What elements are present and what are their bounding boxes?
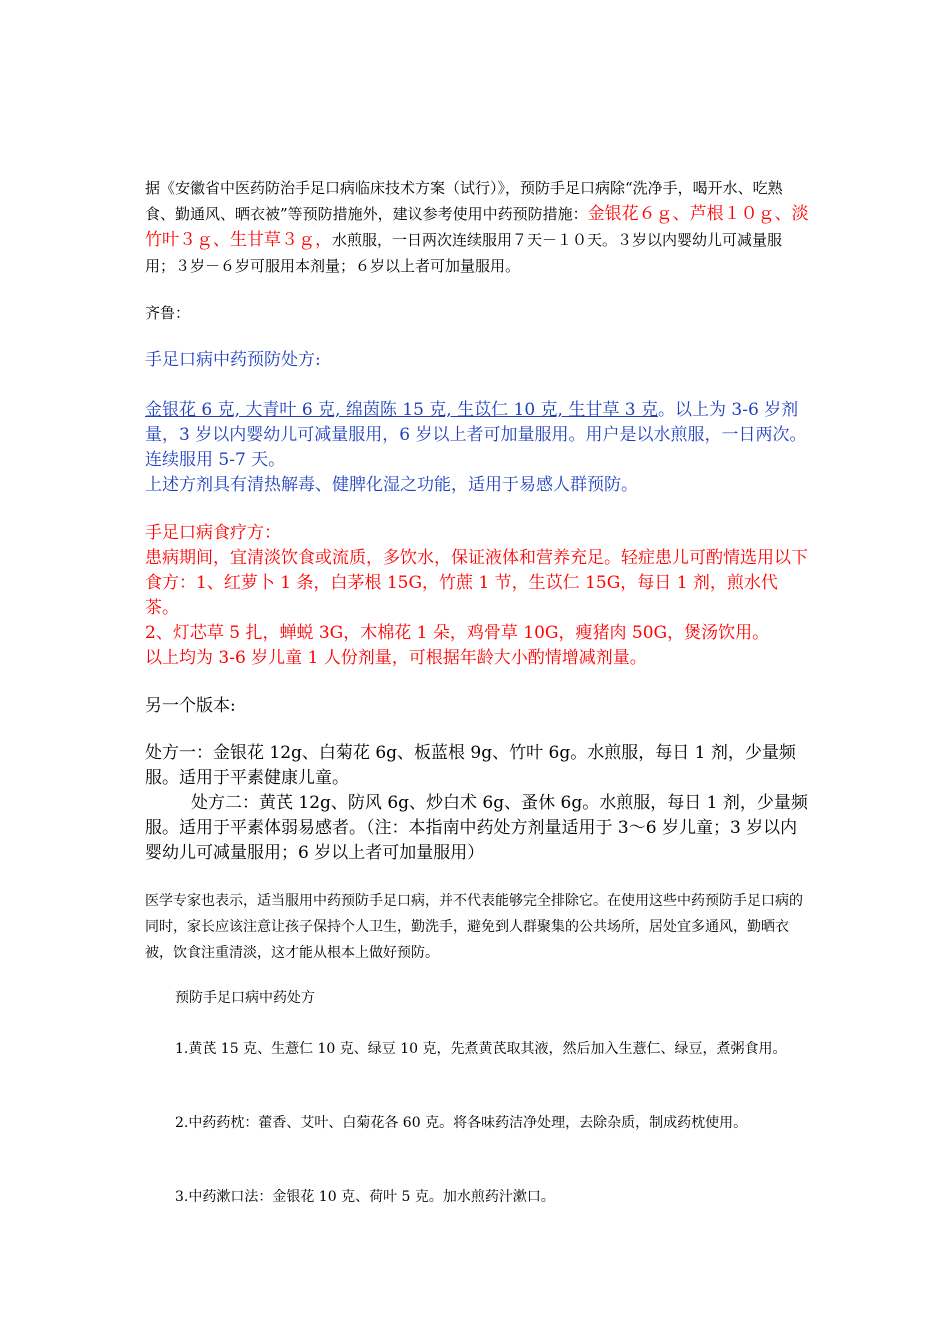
prevent-item-2: 2.中药药枕：藿香、艾叶、白菊花各 60 克。将各味药洁净处理，去除杂质，制成药枕使用。 <box>175 1115 748 1131</box>
expert-paragraph: 医学专家也表示，适当服用中药预防手足口病，并不代表能够完全排除它。在使用这些中药预防手足口病的同时，家长应该注意让孩子保持个人卫生，勤洗手，避免到人群聚集的公共场所，居处宜多通风，勤晒衣被，饮食注重清淡，这才能从根本上做好预防。 <box>145 893 803 961</box>
prescription-two: 处方二：黄芪 12g、防风 6g、炒白术 6g、蚤休 6g。水煎服，每日 1 剂，少量频服。适用于平素体弱易感者。（注：本指南中药处方剂量适用于 3～6 岁儿童；3 岁以内婴幼儿可减量服用；6 岁以上者可加量服用） <box>145 793 808 863</box>
intro-red-dosage: 金银花６ｇ、芦根１０ｇ、淡竹叶３ｇ、生甘草３ｇ， <box>145 204 809 250</box>
blue-prescription-underlined: 金银花 6 克, 大青叶 6 克, 绵茵陈 15 克, 生苡仁 10 克, 生甘草 3 克 <box>145 400 658 420</box>
prevent-item-3: 3.中药漱口法：金银花 10 克、荷叶 5 克。加水煎药汁漱口。 <box>175 1189 555 1205</box>
prescription-one: 处方一：金银花 12g、白菊花 6g、板蓝根 9g、竹叶 6g。水煎服，每日 1 剂，少量频服。适用于平素健康儿童。 <box>145 743 796 788</box>
blue-prescription-paragraph <box>145 398 810 498</box>
blue-section-title: 手足口病中药预防处方: <box>145 350 321 370</box>
intro-text-end: 水煎服，一日两次连续服用７天－１０天。３岁以内婴幼儿可减量服用；３岁－６岁可服用本剂量；６岁以上者可加量服用。 <box>145 231 783 275</box>
diet-paragraph-2: 2、灯芯草 5 扎，蝉蜕 3G，木棉花 1 朵，鸡骨草 10G，瘦猪肉 50G，煲汤饮用。 <box>145 623 770 643</box>
diet-paragraph-1: 患病期间，宜清淡饮食或流质，多饮水，保证液体和营养充足。轻症患儿可酌情选用以下食方：1、红萝卜 1 条，白茅根 15G，竹蔗 1 节，生苡仁 15G，每日 1 剂，煎水代茶。 <box>145 548 808 618</box>
diet-section <box>145 521 810 671</box>
blue-prescription-rest: 。以上为 3-6 岁剂量，3 岁以内婴幼儿可减量服用，6 岁以上者可加量服用。用户是以水煎服，一日两次。连续服用 5-7 天。 <box>145 400 807 470</box>
diet-paragraph-3: 以上均为 3-6 岁儿童 1 人份剂量，可根据年龄大小酌情增减剂量。 <box>145 648 647 668</box>
diet-section-title: 手足口病食疗方： <box>145 523 281 543</box>
version-title: 另一个版本: <box>145 696 236 716</box>
version-prescriptions <box>145 741 810 866</box>
intro-text: 据《安徽省中医药防治手足口病临床技术方案（试行）》，预防手足口病除“洗净手，喝开水、吃熟食、勤通风、晒衣被”等预防措施外，建议参考使用中药预防措施： <box>145 179 783 223</box>
qilu-label: 齐鲁： <box>145 304 191 322</box>
intro-paragraph <box>145 175 810 279</box>
prevent-title: 预防手足口病中药处方 <box>175 990 315 1006</box>
prevent-item-1: 1.黄芪 15 克、生薏仁 10 克、绿豆 10 克，先煮黄芪取其液，然后加入生薏仁、绿豆，煮粥食用。 <box>175 1041 787 1057</box>
blue-prescription-function: 上述方剂具有清热解毒、健脾化湿之功能，适用于易感人群预防。 <box>145 475 638 495</box>
